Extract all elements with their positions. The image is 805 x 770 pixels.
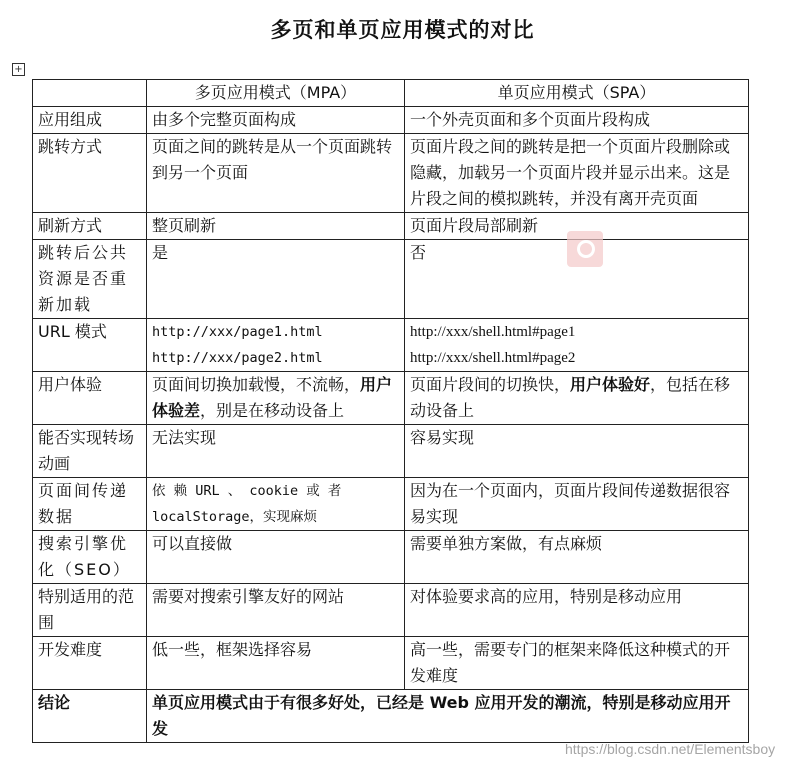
- row-label: 应用组成: [33, 107, 147, 134]
- text-fragment: 页面片段间的切换快，: [410, 375, 571, 394]
- search-icon: [567, 231, 603, 267]
- spa-cell: 页面片段之间的跳转是把一个页面片段删除或隐藏，加载另一个页面片段并显示出来。这是片段之间的模拟跳转，并没有离开壳页面: [405, 134, 749, 213]
- mpa-cell: 低一些，框架选择容易: [147, 637, 405, 690]
- mpa-cell: 整页刷新: [147, 213, 405, 240]
- url-example: http://xxx/page2.html: [152, 350, 323, 366]
- row-label: 特别适用的范围: [33, 584, 147, 637]
- text-line: 依 赖 URL 、 cookie 或 者: [152, 483, 342, 499]
- url-example: http://xxx/shell.html#page2: [410, 350, 576, 366]
- row-label: 用户体验: [33, 372, 147, 425]
- header-cell-spa: 单页应用模式（SPA）: [405, 80, 749, 107]
- table-row: [33, 319, 749, 372]
- comparison-table: [32, 79, 749, 743]
- mpa-cell: [147, 319, 405, 372]
- url-example: http://xxx/page1.html: [152, 324, 323, 340]
- table-row: [33, 531, 749, 584]
- conclusion-text: 单页应用模式由于有很多好处，已经是 Web 应用开发的潮流，特别是移动应用开发: [147, 690, 749, 743]
- table-row: [33, 213, 749, 240]
- spa-cell: 一个外壳页面和多个页面片段构成: [405, 107, 749, 134]
- header-cell-empty: [33, 80, 147, 107]
- mpa-cell: 页面之间的跳转是从一个页面跳转到另一个页面: [147, 134, 405, 213]
- row-label: 跳转后公共资源是否重新加载: [33, 240, 147, 319]
- mpa-cell: [147, 372, 405, 425]
- table-row: [33, 107, 749, 134]
- row-label: 刷新方式: [33, 213, 147, 240]
- spa-cell: 对体验要求高的应用，特别是移动应用: [405, 584, 749, 637]
- text-fragment: 页面间切换加载慢，不流畅，: [152, 375, 361, 394]
- mpa-cell: 无法实现: [147, 425, 405, 478]
- row-label: 页面间传递数据: [33, 478, 147, 531]
- text-fragment: ，包括在移动设备上: [410, 375, 731, 420]
- page-title: 多页和单页应用模式的对比: [270, 17, 535, 42]
- spa-cell: 否: [405, 240, 749, 319]
- table-row: [33, 425, 749, 478]
- table-move-handle-icon[interactable]: +: [12, 63, 25, 76]
- spa-cell: 高一些，需要专门的框架来降低这种模式的开发难度: [405, 637, 749, 690]
- spa-cell: 因为在一个页面内，页面片段间传递数据很容易实现: [405, 478, 749, 531]
- mpa-cell: 可以直接做: [147, 531, 405, 584]
- table-row: [33, 478, 749, 531]
- emphasis-text: 用户体验差: [152, 375, 393, 420]
- header-cell-mpa: 多页应用模式（MPA）: [147, 80, 405, 107]
- mpa-cell: 需要对搜索引擎友好的网站: [147, 584, 405, 637]
- spa-cell: [405, 319, 749, 372]
- table-row: [33, 134, 749, 213]
- row-label: 跳转方式: [33, 134, 147, 213]
- table-header-row: [33, 80, 749, 107]
- spa-cell: 页面片段局部刷新: [405, 213, 749, 240]
- text-fragment: ，别是在移动设备上: [200, 401, 345, 420]
- table-row: [33, 584, 749, 637]
- table-row: [33, 372, 749, 425]
- emphasis-text: 用户体验好: [570, 375, 651, 394]
- mpa-cell: 由多个完整页面构成: [147, 107, 405, 134]
- table-row: [33, 240, 749, 319]
- conclusion-row: [33, 690, 749, 743]
- conclusion-label: 结论: [33, 690, 147, 743]
- url-example: http://xxx/shell.html#page1: [410, 324, 576, 340]
- spa-cell: 需要单独方案做，有点麻烦: [405, 531, 749, 584]
- watermark-text: https://blog.csdn.net/Elementsboy: [565, 741, 776, 757]
- mpa-cell: [147, 478, 405, 531]
- mpa-cell: 是: [147, 240, 405, 319]
- spa-cell: [405, 372, 749, 425]
- table-row: [33, 637, 749, 690]
- row-label: 开发难度: [33, 637, 147, 690]
- row-label: 能否实现转场动画: [33, 425, 147, 478]
- row-label: URL 模式: [33, 319, 147, 372]
- row-label: 搜索引擎优化（SEO）: [33, 531, 147, 584]
- text-line: localStorage，实现麻烦: [152, 509, 318, 525]
- spa-cell: 容易实现: [405, 425, 749, 478]
